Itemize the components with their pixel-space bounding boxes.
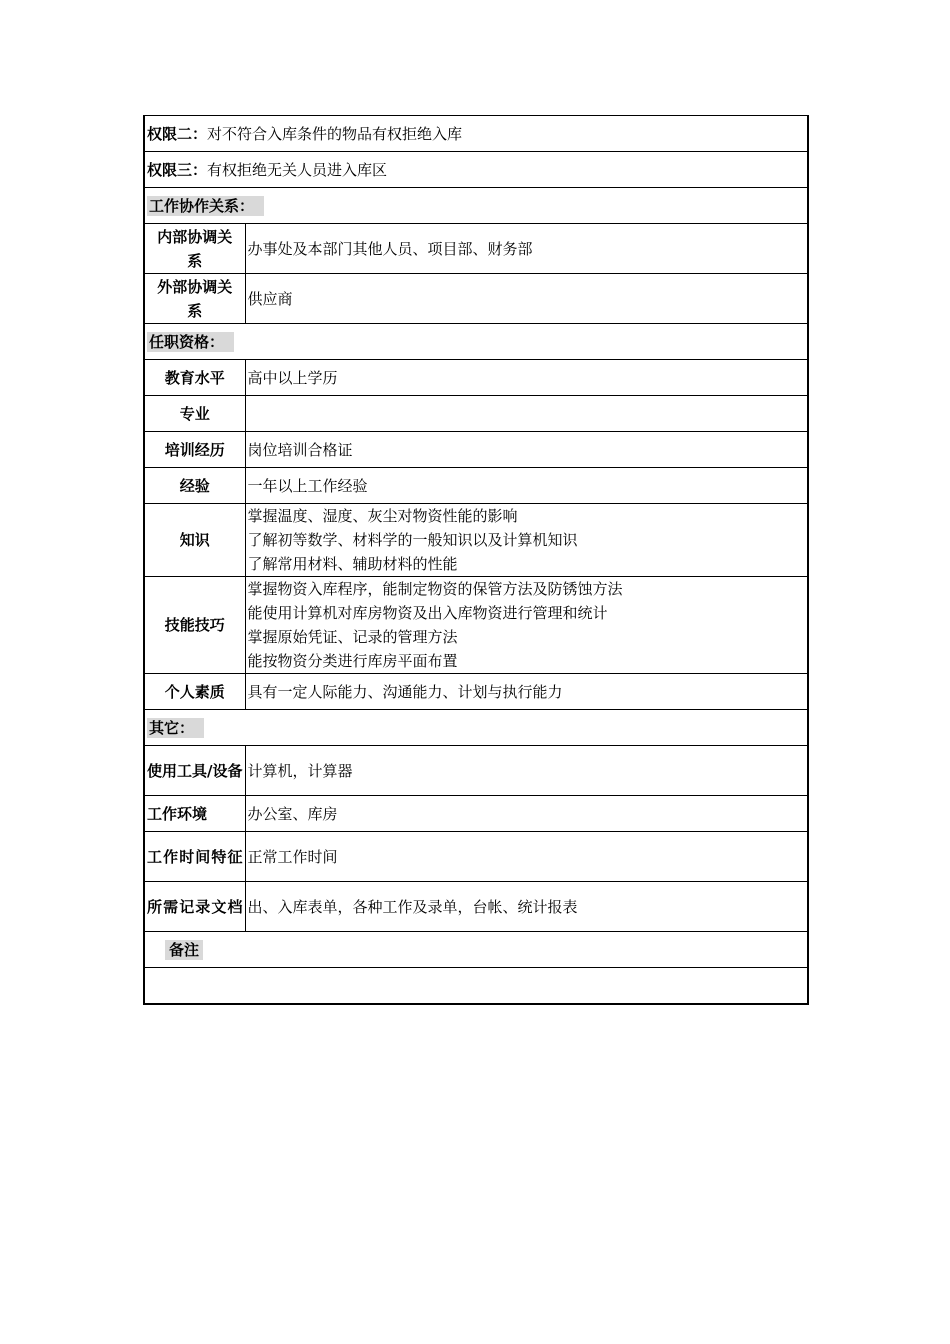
environment-value: 办公室、库房 bbox=[245, 796, 808, 832]
skills-value bbox=[245, 577, 808, 674]
environment-label: 工作环境 bbox=[144, 796, 245, 832]
skills-line: 能使用计算机对库房物资及出入库物资进行管理和统计 bbox=[247, 604, 608, 622]
external-coordination-value: 供应商 bbox=[245, 274, 808, 324]
work-time-label: 工作时间特征 bbox=[144, 832, 245, 882]
section-title: 其它： bbox=[147, 718, 204, 738]
permission-text: 对不符合入库条件的物品有权拒绝入库 bbox=[207, 124, 463, 143]
job-description-table bbox=[143, 115, 809, 1005]
tools-value: 计算机，计算器 bbox=[245, 746, 808, 796]
knowledge-line: 了解初等数学、材料学的一般知识以及计算机知识 bbox=[247, 531, 578, 549]
remarks-section-header bbox=[144, 932, 808, 968]
major-value bbox=[245, 396, 808, 432]
remarks-value bbox=[144, 968, 808, 1004]
other-section-header bbox=[144, 710, 808, 746]
experience-value: 一年以上工作经验 bbox=[245, 468, 808, 504]
knowledge-label: 知识 bbox=[144, 504, 245, 577]
cooperation-section-header bbox=[144, 188, 808, 224]
permission-label: 权限二： bbox=[147, 124, 208, 143]
knowledge-value bbox=[245, 504, 808, 577]
job-description-document bbox=[143, 115, 807, 1005]
external-coordination-label: 外部协调关系 bbox=[144, 274, 245, 324]
knowledge-line: 了解常用材料、辅助材料的性能 bbox=[247, 555, 458, 573]
internal-coordination-value: 办事处及本部门其他人员、项目部、财务部 bbox=[245, 224, 808, 274]
knowledge-line: 掌握温度、湿度、灰尘对物资性能的影响 bbox=[247, 507, 518, 525]
experience-label: 经验 bbox=[144, 468, 245, 504]
skills-label: 技能技巧 bbox=[144, 577, 245, 674]
qualification-section-header bbox=[144, 324, 808, 360]
records-label: 所需记录文档 bbox=[144, 882, 245, 932]
section-title: 任职资格： bbox=[147, 332, 234, 352]
permission-text: 有权拒绝无关人员进入库区 bbox=[207, 160, 388, 179]
personal-quality-label: 个人素质 bbox=[144, 674, 245, 710]
internal-coordination-label: 内部协调关系 bbox=[144, 224, 245, 274]
permission-row-3 bbox=[144, 152, 808, 188]
skills-line: 能按物资分类进行库房平面布置 bbox=[247, 652, 458, 670]
major-label: 专业 bbox=[144, 396, 245, 432]
section-title: 工作协作关系： bbox=[147, 196, 264, 216]
training-value: 岗位培训合格证 bbox=[245, 432, 808, 468]
training-label: 培训经历 bbox=[144, 432, 245, 468]
records-value: 出、入库表单，各种工作及录单，台帐、统计报表 bbox=[245, 882, 808, 932]
personal-quality-value: 具有一定人际能力、沟通能力、计划与执行能力 bbox=[245, 674, 808, 710]
skills-line: 掌握物资入库程序，能制定物资的保管方法及防锈蚀方法 bbox=[247, 580, 623, 598]
skills-line: 掌握原始凭证、记录的管理方法 bbox=[247, 628, 458, 646]
permission-row-2 bbox=[144, 116, 808, 152]
tools-label: 使用工具/设备 bbox=[144, 746, 245, 796]
education-label: 教育水平 bbox=[144, 360, 245, 396]
work-time-value: 正常工作时间 bbox=[245, 832, 808, 882]
permission-label: 权限三： bbox=[147, 160, 208, 179]
remarks-title: 备注 bbox=[165, 940, 203, 960]
education-value: 高中以上学历 bbox=[245, 360, 808, 396]
